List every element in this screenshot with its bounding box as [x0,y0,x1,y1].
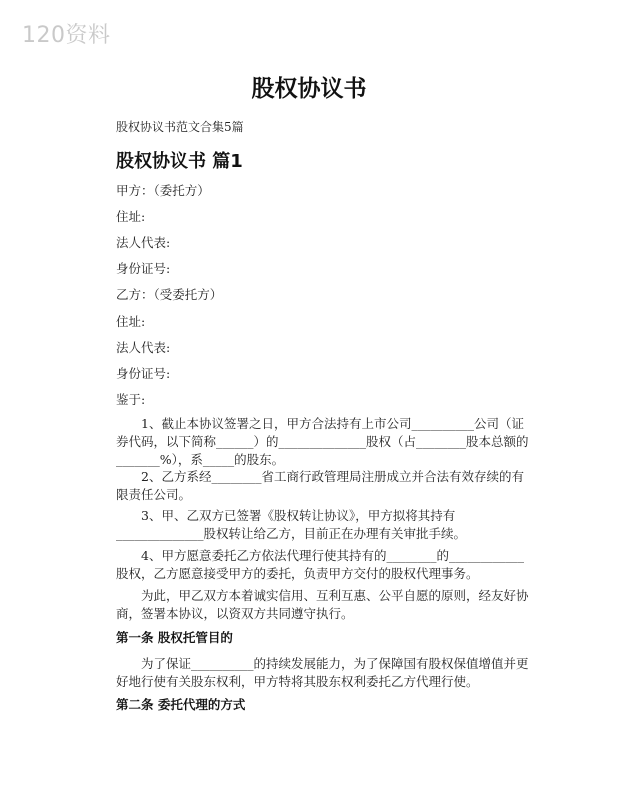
party-b-id: 身份证号: [116,366,171,381]
clause-paragraph-5: 为此，甲乙双方本着诚实信用、互利互惠、公平自愿的原则，经友好协商，签署本协议，以资双方共同遵守执行。 [116,588,529,621]
clause-paragraph-4: 4、甲方愿意委托乙方依法代理行使其持有的________的____________股权，乙方愿意接受甲方的委托，负责甲方交付的股权代理事务。 [116,548,524,581]
clause-paragraph-1: 1、截止本协议签署之日，甲方合法持有上市公司__________公司（证券代码，以下简称______）的______________股权（占________股本总额的_______%），系_____的股东。 [116,416,529,467]
party-a-id: 身份证号: [116,261,171,276]
party-b-label: 乙方：（受委托方） [116,287,223,302]
watermark: 120资料 [22,23,111,48]
whereas-label: 鉴于: [116,392,146,407]
party-b-legal-rep: 法人代表: [116,340,171,355]
party-a-address: 住址: [116,209,146,224]
document-title: 股权协议书 [251,76,367,102]
clause-paragraph-2: 2、乙方系经________省工商行政管理局注册成立并合法有效存续的有限责任公司。 [116,469,524,502]
clause-paragraph-3: 3、甲、乙双方已签署《股权转让协议》，甲方拟将其持有______________股权转让给乙方，目前正在办理有关审批手续。 [116,508,467,541]
article-1-heading: 第一条 股权托管目的 [116,630,233,645]
document-subtitle: 股权协议书范文合集5篇 [116,120,244,134]
article-2-heading: 第二条 委托代理的方式 [116,697,246,712]
party-b-address: 住址: [116,314,146,329]
clause-paragraph-6: 为了保证__________的持续发展能力，为了保障国有股权保值增值并更好地行使有关股东权利，甲方特将其股东权利委托乙方代理行使。 [116,656,529,689]
section-title: 股权协议书 篇1 [116,151,243,172]
party-a-legal-rep: 法人代表: [116,235,171,250]
party-a-label: 甲方：（委托方） [116,183,210,198]
